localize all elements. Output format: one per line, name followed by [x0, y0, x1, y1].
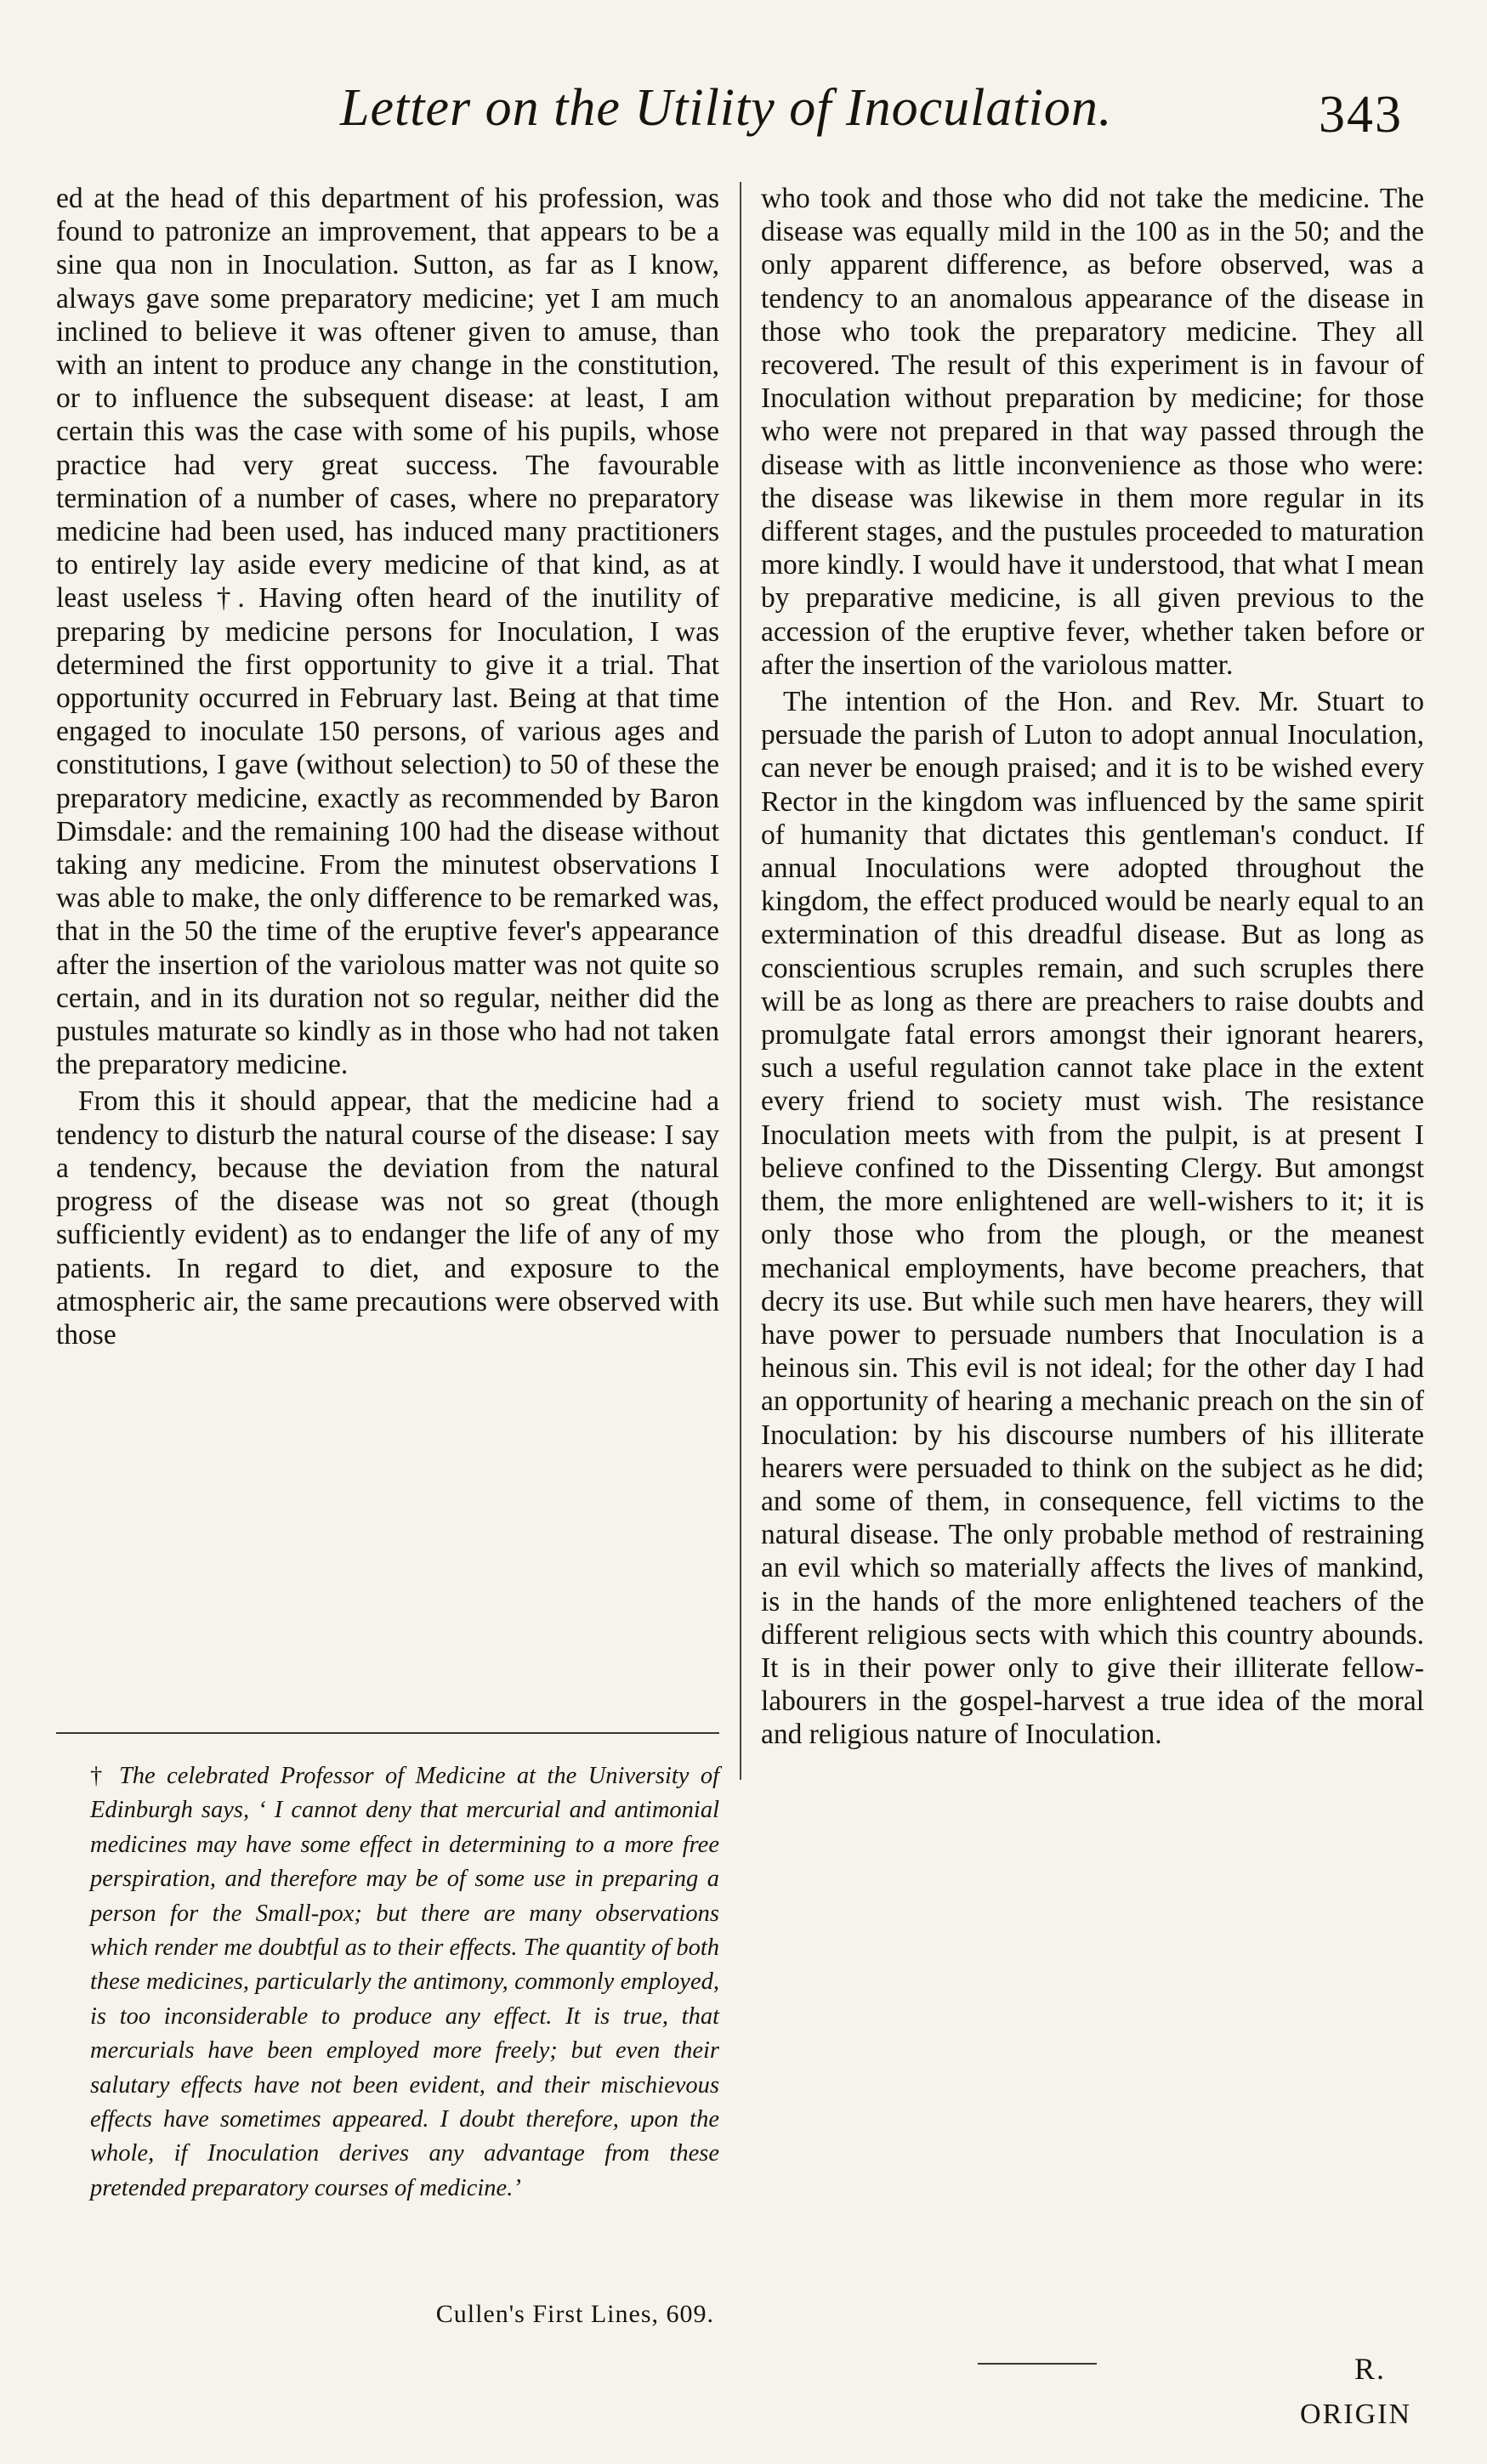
running-head — [0, 0, 1487, 178]
footnote-text: The celebrated Professor of Medicine at the University of Edinburgh says, ‘ I cannot deny that mercurial and antimonial medicines may have some effect in determining to a more free perspiration, and therefore may be of some use in preparing a person for the Small-pox; but there are many observations which render me doubtful as to their effects. The quantity of both these medicines, particularly the antimony, commonly employed, is too inconsiderable to produce any effect. It is true, that mercurials have been employed more freely; but even their salutary effects have not been evident, and their mischievous effects have sometimes appeared. I doubt therefore, upon the whole, if Inoculation derives any advantage from these pretended preparatory courses of medicine.’ — [90, 1763, 720, 2201]
right-paragraph-2: The intention of the Hon. and Rev. Mr. Stuart to persuade the parish of Luton to adopt annual Inoculation, can never be enough praised; and it is to be wished every Rector in the kingdom was influenced by the same spirit of humanity that dictates this gentleman's conduct. If annual Inoculations were adopted throughout the kingdom, the effect produced would be nearly equal to an extermination of this dreadful disease. But as long as conscientious scruples remain, and such scruples there will be as long as there are preachers to raise doubts and promulgate fatal errors amongst their ignorant hearers, such a useful regulation cannot take place in the extent every friend to society must wish. The resistance Inoculation meets with from the pulpit, is at present I believe confined to the Dissenting Clergy. But amongst them, the more enlightened are well-wishers to it; it is only those who from the plough, or the meanest mechanical employments, have become preachers, that decry its use. But while such men have hearers, they will have power to persuade numbers that Inoculation is a heinous sin. This evil is not ideal; for the other day I had an opportunity of hearing a mechanic preach on the sin of Inoculation: by his discourse numbers of his illiterate hearers were persuaded to think on the subject as he did; and some of them, in consequence, fell victims to the natural disease. The only probable method of restraining an evil which so materially affects the lives of mankind, is in the hands of the more enlightened teachers of the different religious sects with which this country abounds. It is in their power only to give their illiterate fellow-labourers in the gospel-harvest a true idea of the moral and religious nature of Inoculation. — [761, 686, 1424, 1751]
column-divider — [740, 182, 741, 1780]
running-head-title: Letter on the Utility of Inoculation. — [340, 79, 1113, 137]
catchword: ORIGIN — [1300, 2399, 1411, 2430]
footnote-rule — [56, 1732, 719, 1734]
left-paragraph-1: ed at the head of this department of his profession, was found to patronize an improvement, that appears to be a sine qua non in Inoculation. Sutton, as far as I know, always gave some preparatory medicine; yet I am much inclined to believe it was oftener given to amuse, than with an intent to produce any change in the constitution, or to influence the subsequent disease: at least, I am certain this was the case with some of his pupils, whose practice had very great success. The favourable termination of a number of cases, where no preparatory medicine had been used, has induced many practitioners to entirely lay aside every medicine of that kind, as at least useless †. Having often heard of the inutility of preparing by medicine persons for Inoculation, I was determined the first opportunity to give it a trial. That opportunity occurred in February last. Being at that time engaged to inoculate 150 persons, of various ages and constitutions, I gave (without selection) to 50 of these the preparatory medicine, exactly as recommended by Baron Dimsdale: and the remaining 100 had the disease without taking any medicine. From the minutest observations I was able to make, the only difference to be remarked was, that in the 50 the time of the eruptive fever's appearance after the insertion of the variolous matter was not quite so certain, and in its duration not so regular, neither did the pustules maturate so kindly as in those who had not taken the preparatory medicine. — [56, 183, 719, 1081]
footnote — [90, 1759, 719, 2206]
author-signoff: R. — [1354, 2352, 1386, 2386]
left-column — [56, 182, 719, 1351]
footnote-marker: † — [90, 1763, 108, 1789]
end-rule — [978, 2363, 1097, 2365]
right-paragraph-1: who took and those who did not take the medicine. The disease was equally mild in the 100 as in the 50; and the only apparent difference, as before observed, was a tendency to an anomalous appearance of the disease in those who took the preparatory medicine. They all recovered. The result of this experiment is in favour of Inoculation without preparation by medicine; for those who were not prepared in that way passed through the disease with as little inconvenience as those who were: the disease was likewise in them more regular in its different stages, and the pustules proceeded to maturation more kindly. I would have it understood, that what I mean by preparative medicine, is all given previous to the accession of the eruptive fever, whether taken before or after the insertion of the variolous matter. — [761, 183, 1424, 681]
page-number: 343 — [1319, 86, 1403, 144]
left-paragraph-2: From this it should appear, that the medicine had a tendency to disturb the natural course of the disease: I say a tendency, because the deviation from the natural progress of the disease was not so great (though sufficiently evident) as to endanger the life of any of my patients. In regard to diet, and exposure to the atmospheric air, the same precautions were observed with those — [56, 1085, 719, 1351]
footnote-citation: Cullen's First Lines, 609. — [435, 2300, 714, 2328]
right-column — [761, 182, 1424, 1752]
